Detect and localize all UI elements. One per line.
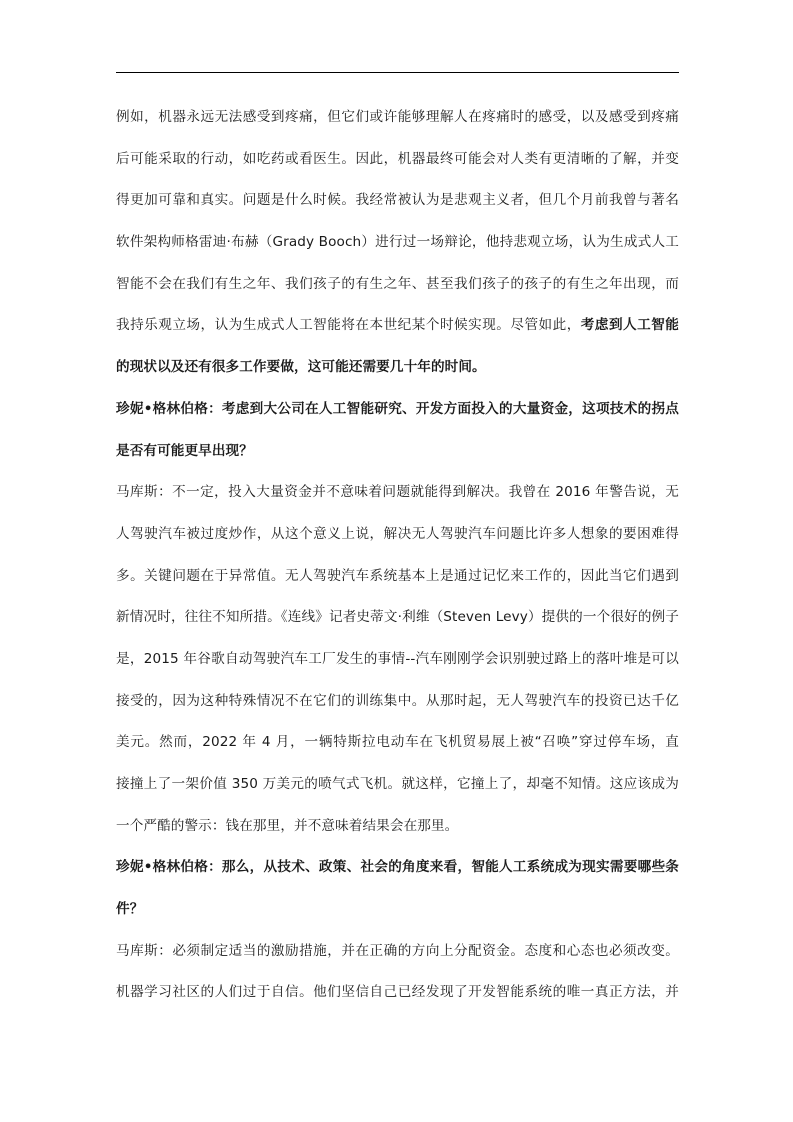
text-line bbox=[116, 689, 679, 731]
text-segment: 例如，机器永远无法感受到疼痛，但它们或许能够理解人在疼痛时的感受，以及感受到疼痛 bbox=[116, 109, 679, 125]
text-segment: 智能不会在我们有生之年、我们孩子的有生之年、甚至我们孩子的孩子的有生之年出现，而 bbox=[116, 275, 679, 292]
text-segment: 马库斯：不一定，投入大量资金并不意味着问题就能得到解决。我曾在 2016 年警告说，无 bbox=[116, 484, 679, 501]
text-line bbox=[116, 772, 679, 814]
text-segment: 多。关键问题在于异常值。无人驾驶汽车系统基本上是通过记忆来工作的，因此当它们遇到 bbox=[116, 567, 679, 584]
text-line bbox=[116, 522, 679, 564]
text-segment: 新情况时，往往不知所措。《连线》记者史蒂文·利维（Steven Levy）提供的一个很好的例子 bbox=[116, 609, 679, 626]
text-segment: 接撞上了一架价值 350 万美元的喷气式飞机。就这样，它撞上了，却毫不知情。这应该成为 bbox=[116, 776, 679, 792]
text-segment: 是，2015 年谷歌自动驾驶汽车工厂发生的事情--汽车刚刚学会识别驶过路上的落叶堆是可以 bbox=[116, 650, 679, 667]
text-segment: 得更加可靠和真实。问题是什么时候。我经常被认为是悲观主义者，但几个月前我曾与著名 bbox=[116, 192, 679, 209]
text-line bbox=[116, 355, 679, 397]
text-segment: 人驾驶汽车被过度炒作，从这个意义上说，解决无人驾驶汽车问题比许多人想象的要困难得 bbox=[116, 525, 679, 542]
bold-text-segment: 件？ bbox=[116, 901, 144, 918]
text-line bbox=[116, 105, 679, 147]
text-segment: 接受的，因为这种特殊情况不在它们的训练集中。从那时起，无人驾驶汽车的投资已达千亿 bbox=[116, 692, 679, 709]
bold-text-segment: 是否有可能更早出现？ bbox=[116, 442, 253, 459]
text-segment: 机器学习社区的人们过于自信。他们坚信自己已经发现了开发智能系统的唯一真正方法，并 bbox=[116, 984, 679, 1001]
text-line bbox=[116, 480, 679, 522]
text-segment: 美元。然而，2022 年 4 月，一辆特斯拉电动车在飞机贸易展上被“召唤”穿过停车场，直 bbox=[116, 734, 679, 751]
text-segment: 马库斯：必须制定适当的激励措施，并在正确的方向上分配资金。态度和心态也必须改变。 bbox=[116, 942, 679, 959]
text-line bbox=[116, 980, 679, 1022]
text-line bbox=[116, 147, 679, 189]
text-segment: 后可能采取的行动，如吃药或看医生。因此，机器最终可能会对人类有更清晰的了解，并变 bbox=[116, 150, 679, 167]
bold-text-segment: 的现状以及还有很多工作要做，这可能还需要几十年的时间。 bbox=[116, 359, 486, 376]
text-line bbox=[116, 897, 679, 939]
text-line bbox=[116, 564, 679, 606]
text-line bbox=[116, 272, 679, 314]
header-rule bbox=[116, 72, 679, 73]
text-segment: 软件架构师格雷迪·布赫（Grady Booch）进行过一场辩论，他持悲观立场，认为生成式人工 bbox=[116, 234, 679, 251]
text-line bbox=[116, 188, 679, 230]
text-line bbox=[116, 647, 679, 689]
text-line bbox=[116, 730, 679, 772]
text-line bbox=[116, 313, 679, 355]
text-line bbox=[116, 605, 679, 647]
text-line bbox=[116, 397, 679, 439]
text-line bbox=[116, 439, 679, 481]
text-segment: 我持乐观立场，认为生成式人工智能将在本世纪某个时候实现。尽管如此， bbox=[116, 317, 581, 334]
bold-text-segment: 珍妮•格林伯格：考虑到大公司在人工智能研究、开发方面投入的大量资金，这项技术的拐点 bbox=[116, 400, 679, 417]
text-line bbox=[116, 230, 679, 272]
bold-text-segment: 考虑到人工智能 bbox=[580, 317, 679, 334]
text-segment: 一个严酷的警示：钱在那里，并不意味着结果会在那里。 bbox=[116, 817, 459, 834]
text-line bbox=[116, 855, 679, 897]
bold-text-segment: 珍妮•格林伯格：那么，从技术、政策、社会的角度来看，智能人工系统成为现实需要哪些条 bbox=[116, 859, 679, 876]
text-line bbox=[116, 939, 679, 981]
article-body bbox=[116, 105, 679, 1022]
text-line bbox=[116, 814, 679, 856]
